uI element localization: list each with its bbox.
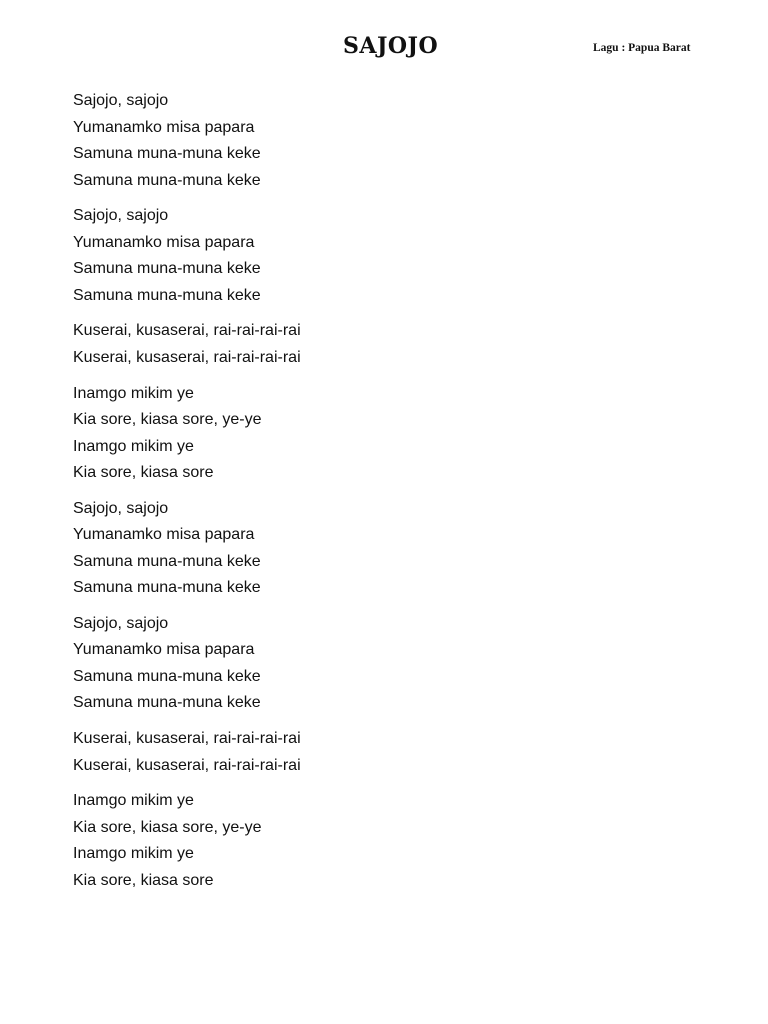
lyric-line: Kuserai, kusaserai, rai-rai-rai-rai [73, 322, 301, 340]
lyrics-body [73, 88, 713, 904]
lyric-line: Sajojo, sajojo [73, 499, 169, 517]
lyric-line: Samuna muna-muna keke [73, 260, 261, 278]
stanza [73, 381, 713, 487]
lyric-line: Samuna muna-muna keke [73, 286, 261, 304]
song-origin: Lagu : Papua Barat [593, 42, 691, 54]
lyric-line: Yumanamko misa papara [73, 641, 255, 659]
lyric-line: Sajojo, sajojo [73, 614, 169, 632]
lyric-line: Inamgo mikim ye [73, 384, 194, 402]
lyric-line: Samuna muna-muna keke [73, 552, 261, 570]
page-header [0, 30, 768, 66]
lyric-line: Kuserai, kusaserai, rai-rai-rai-rai [73, 756, 301, 774]
lyric-line: Yumanamko misa papara [73, 118, 255, 136]
lyric-line: Kuserai, kusaserai, rai-rai-rai-rai [73, 348, 301, 366]
stanza [73, 788, 713, 894]
lyric-line: Yumanamko misa papara [73, 233, 255, 251]
lyric-line: Kia sore, kiasa sore, ye-ye [73, 411, 262, 429]
lyric-line: Samuna muna-muna keke [73, 171, 261, 189]
lyric-line: Kuserai, kusaserai, rai-rai-rai-rai [73, 730, 301, 748]
lyric-line: Samuna muna-muna keke [73, 694, 261, 712]
lyric-line: Inamgo mikim ye [73, 792, 194, 810]
stanza [73, 611, 713, 717]
stanza [73, 496, 713, 602]
lyric-line: Samuna muna-muna keke [73, 667, 261, 685]
lyric-line: Sajojo, sajojo [73, 92, 169, 109]
stanza [73, 318, 713, 371]
lyric-line: Kia sore, kiasa sore [73, 464, 214, 482]
song-title: SAJOJO [343, 33, 439, 59]
lyric-line: Samuna muna-muna keke [73, 579, 261, 597]
lyric-line: Inamgo mikim ye [73, 845, 194, 863]
lyric-line: Yumanamko misa papara [73, 526, 255, 544]
lyric-line: Samuna muna-muna keke [73, 145, 261, 162]
lyric-line: Kia sore, kiasa sore [73, 871, 214, 889]
lyric-line: Sajojo, sajojo [73, 207, 169, 225]
stanza [73, 88, 713, 194]
stanza [73, 726, 713, 779]
lyric-line: Inamgo mikim ye [73, 437, 194, 455]
stanza [73, 203, 713, 309]
lyric-line: Kia sore, kiasa sore, ye-ye [73, 818, 262, 836]
